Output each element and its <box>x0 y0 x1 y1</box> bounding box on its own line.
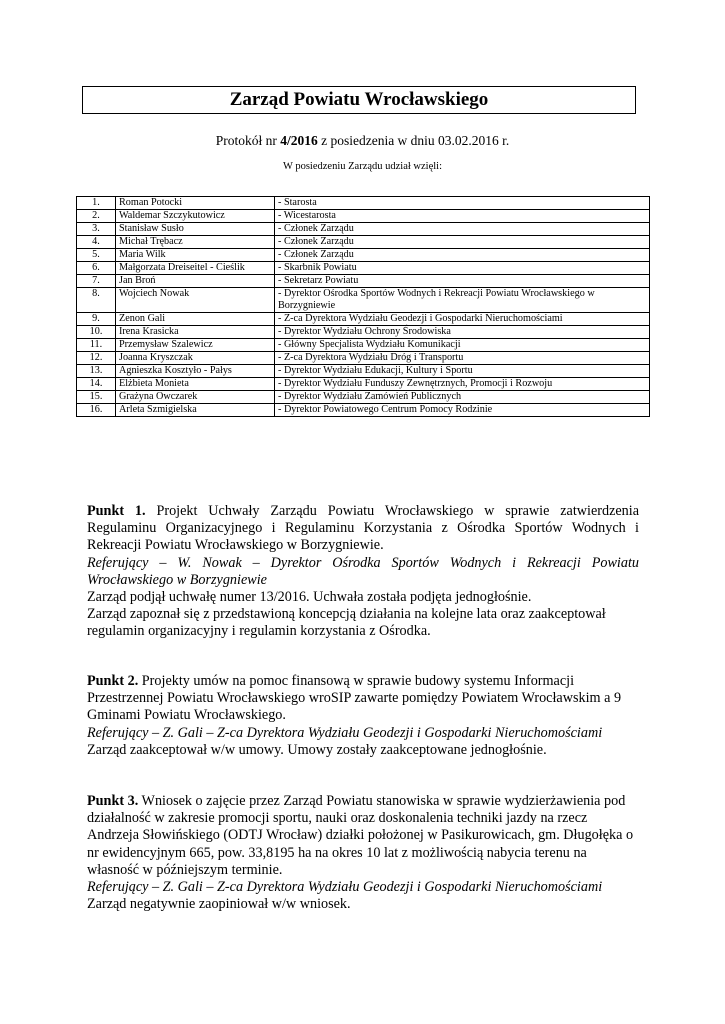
member-name: Małgorzata Dreiseitel - Cieślik <box>116 262 275 275</box>
point-text: Projekty umów na pomoc finansową w sprawie budowy systemu Informacji Przestrzennej Powiatu Wrocławskiego wroSIP zawarte pomiędzy Powiatem Wrocławskim a 9 Gminami Powiatu Wrocławskiego. <box>87 673 622 724</box>
point-referent: Referujący – Z. Gali – Z-ca Dyrektora Wydziału Geodezji i Gospodarki Nieruchomościami <box>87 724 603 741</box>
protocol-number: 4/2016 <box>280 133 318 148</box>
member-name: Maria Wilk <box>116 249 275 262</box>
member-role: - Dyrektor Wydziału Edukacji, Kultury i Sportu <box>275 365 650 378</box>
member-number: 3. <box>77 223 116 236</box>
member-role: - Dyrektor Wydziału Ochrony Środowiska <box>275 326 650 339</box>
member-role: - Wicestarosta <box>275 210 650 223</box>
member-role: - Dyrektor Ośrodka Sportów Wodnych i Rekreacji Powiatu Wrocławskiego w Borzygniewie <box>275 288 650 313</box>
point-1 <box>87 503 639 641</box>
member-name: Michał Trębacz <box>116 236 275 249</box>
member-number: 13. <box>77 365 116 378</box>
member-number: 1. <box>77 197 116 210</box>
member-number: 8. <box>77 288 116 313</box>
member-number: 12. <box>77 352 116 365</box>
table-row <box>77 391 650 404</box>
table-row <box>77 197 650 210</box>
point-text: Wniosek o zajęcie przez Zarząd Powiatu stanowiska w sprawie wydzierżawienia pod działalność w zakresie promocji sportu, nauki oraz doskonalenia techniki jazdy na rzecz Andrzeja Słowińskiego (ODTJ Wrocław) działki położonej w Pasikurowicach, gm. Długołęka o nr ewidencyjnym 665, pow. 33,8195 ha na okres 10 lat z możliwością nabycia terenu na własność w późniejszym terminie. <box>87 793 634 878</box>
table-row <box>77 275 650 288</box>
member-role: - Dyrektor Powiatowego Centrum Pomocy Rodzinie <box>275 404 650 417</box>
table-row <box>77 210 650 223</box>
member-number: 15. <box>77 391 116 404</box>
member-name: Przemysław Szalewicz <box>116 339 275 352</box>
title-text: Zarząd Powiatu Wrocławskiego <box>229 89 489 110</box>
document-title <box>82 86 636 114</box>
table-row <box>77 404 650 417</box>
member-name: Joanna Kryszczak <box>116 352 275 365</box>
member-number: 4. <box>77 236 116 249</box>
member-number: 11. <box>77 339 116 352</box>
table-row <box>77 262 650 275</box>
point-label: Punkt 2. <box>87 673 139 689</box>
member-number: 16. <box>77 404 116 417</box>
member-name: Irena Krasicka <box>116 326 275 339</box>
point-referent: Referujący – W. Nowak – Dyrektor Ośrodka Sportów Wodnych i Rekreacji Powiatu Wrocławskiego w Borzygniewie <box>87 554 639 588</box>
member-name: Arleta Szmigielska <box>116 404 275 417</box>
protocol-line <box>0 133 725 149</box>
member-number: 10. <box>77 326 116 339</box>
member-name: Waldemar Szczykutowicz <box>116 210 275 223</box>
member-name: Grażyna Owczarek <box>116 391 275 404</box>
table-row <box>77 339 650 352</box>
member-role: - Członek Zarządu <box>275 249 650 262</box>
table-row <box>77 223 650 236</box>
member-role: - Sekretarz Powiatu <box>275 275 650 288</box>
table-row <box>77 365 650 378</box>
table-row <box>77 378 650 391</box>
member-role: - Dyrektor Wydziału Zamówień Publicznych <box>275 391 650 404</box>
attendance-label: W posiedzeniu Zarządu udział wzięli: <box>283 161 442 172</box>
point-text: Projekt Uchwały Zarządu Powiatu Wrocławskiego w sprawie zatwierdzenia Regulaminu Organizacyjnego i Regulaminu Korzystania z Ośrodka Sportów Wodnych i Rekreacji Powiatu Wrocławskiego w Borzygniewie. <box>87 503 640 554</box>
member-name: Stanisław Susło <box>116 223 275 236</box>
member-number: 14. <box>77 378 116 391</box>
point-label: Punkt 3. <box>87 793 139 809</box>
member-role: - Główny Specjalista Wydziału Komunikacji <box>275 339 650 352</box>
point-2 <box>87 673 639 759</box>
table-row <box>77 249 650 262</box>
member-role: - Członek Zarządu <box>275 223 650 236</box>
member-number: 6. <box>77 262 116 275</box>
member-name: Roman Potocki <box>116 197 275 210</box>
point-decision: Zarząd podjął uchwałę numer 13/2016. Uchwała została podjęta jednogłośnie. <box>87 589 532 606</box>
table-row <box>77 236 650 249</box>
table-row <box>77 326 650 339</box>
member-role: - Członek Zarządu <box>275 236 650 249</box>
table-row <box>77 352 650 365</box>
members-table <box>76 196 650 417</box>
table-row <box>77 313 650 326</box>
member-number: 5. <box>77 249 116 262</box>
point-decision: Zarząd zaakceptował w/w umowy. Umowy zostały zaakceptowane jednogłośnie. <box>87 741 547 758</box>
protocol-prefix: Protokół nr <box>215 133 281 148</box>
member-role: - Skarbnik Powiatu <box>275 262 650 275</box>
member-number: 9. <box>77 313 116 326</box>
member-name: Wojciech Nowak <box>116 288 275 313</box>
member-name: Zenon Gali <box>116 313 275 326</box>
table-row <box>77 288 650 313</box>
protocol-suffix: z posiedzenia w dniu 03.02.2016 r. <box>317 133 510 148</box>
member-role: - Z-ca Dyrektora Wydziału Geodezji i Gospodarki Nieruchomościami <box>275 313 650 326</box>
point-label: Punkt 1. <box>87 503 146 519</box>
member-role: - Dyrektor Wydziału Funduszy Zewnętrznych, Promocji i Rozwoju <box>275 378 650 391</box>
point-referent: Referujący – Z. Gali – Z-ca Dyrektora Wydziału Geodezji i Gospodarki Nieruchomościami <box>87 879 603 896</box>
member-name: Elżbieta Monieta <box>116 378 275 391</box>
member-role: - Z-ca Dyrektora Wydziału Dróg i Transportu <box>275 352 650 365</box>
point-decision: Zarząd negatywnie zaopiniował w/w wniosek. <box>87 896 351 913</box>
member-number: 7. <box>77 275 116 288</box>
point-3 <box>87 793 639 913</box>
member-number: 2. <box>77 210 116 223</box>
member-role: - Starosta <box>275 197 650 210</box>
point-decision: Zarząd zapoznał się z przedstawioną koncepcją działania na kolejne lata oraz zaakceptował regulamin organizacyjny i regulamin korzystania z Ośrodka. <box>87 606 606 640</box>
member-name: Jan Broń <box>116 275 275 288</box>
member-name: Agnieszka Kosztyło - Pałys <box>116 365 275 378</box>
